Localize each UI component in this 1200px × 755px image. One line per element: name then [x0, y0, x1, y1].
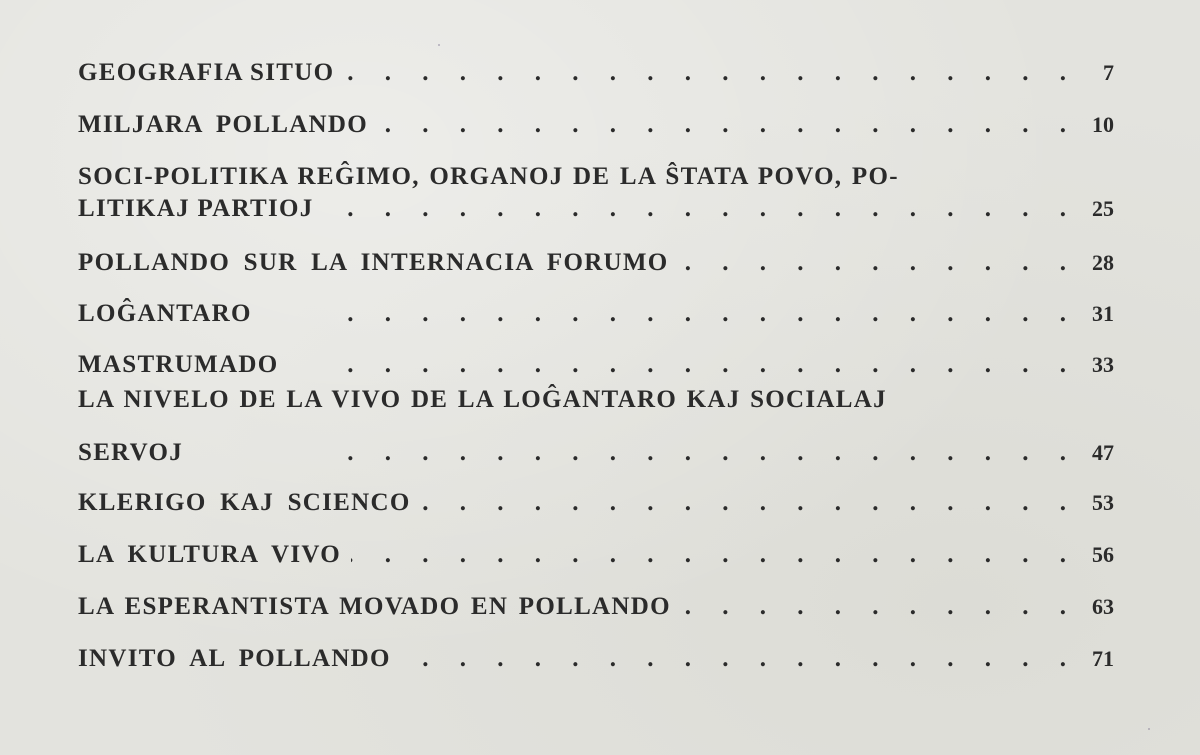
- toc-entry-invito-al-pollando[interactable]: [78, 644, 1114, 674]
- toc-entry-page: 71: [1092, 646, 1114, 671]
- dot-leader: [401, 644, 1066, 674]
- toc-entry-title: LA ESPERANTISTA MOVADO EN POLLANDO: [78, 593, 671, 620]
- toc-entry-page: 47: [1092, 440, 1114, 465]
- dot-leader: [193, 438, 1066, 468]
- toc-entry-page: 33: [1092, 352, 1114, 377]
- toc-entry-title: KLERIGO KAJ SCIENCO: [78, 489, 411, 516]
- dot-leader: [289, 350, 1067, 380]
- toc-entry-geografia-situo[interactable]: [78, 58, 1114, 88]
- toc-entry-title: LA NIVELO DE LA VIVO DE LA LOĜANTARO KAJ SOCIALAJ: [78, 386, 887, 413]
- toc-entry-pollando-internacia[interactable]: [78, 248, 1114, 278]
- toc-entry-title: POLLANDO SUR LA INTERNACIA FORUMO: [78, 249, 669, 276]
- toc-entry-title: MASTRUMADO: [78, 351, 279, 378]
- toc-entry-title: LOĜANTARO: [78, 300, 252, 327]
- dot-leader: [378, 110, 1066, 140]
- toc-entry-page: 56: [1092, 542, 1114, 567]
- toc-entry-title: GEOGRAFIA SITUO: [78, 59, 335, 86]
- toc-entry-page: 28: [1092, 250, 1114, 275]
- toc-entry-title-continued: LITIKAJ PARTIOJ: [78, 195, 314, 222]
- toc-entry-title: MILJARA POLLANDO: [78, 111, 369, 138]
- toc-entry-page: 10: [1092, 112, 1114, 137]
- toc-entry-title-continued: SERVOJ: [78, 439, 184, 466]
- toc-entry-page: 25: [1092, 196, 1114, 221]
- dot-leader: [324, 194, 1066, 224]
- dot-leader: [681, 592, 1066, 622]
- toc-entry-page: 31: [1092, 301, 1114, 326]
- dot-leader: [344, 58, 1066, 88]
- toc-entry-title: LA KULTURA VIVO: [78, 541, 342, 568]
- toc-entry-soci-politika[interactable]: [78, 162, 1114, 224]
- toc-entry-title: INVITO AL POLLANDO: [78, 645, 391, 672]
- dot-leader: [351, 540, 1066, 570]
- toc-entry-nivelo-de-la-vivo[interactable]: [78, 385, 1114, 468]
- toc-entry-page: 53: [1092, 490, 1114, 515]
- dot-leader: [262, 299, 1066, 329]
- toc-entry-logantaro[interactable]: [78, 299, 1114, 329]
- toc-entry-page: 63: [1092, 594, 1114, 619]
- toc-entry-title: SOCI-POLITIKA REĜIMO, ORGANOJ DE LA ŜTATA POVO, PO-: [78, 163, 899, 190]
- toc-entry-miljara-pollando[interactable]: [78, 110, 1114, 140]
- dot-leader: [421, 488, 1066, 518]
- toc-entry-klerigo-kaj-scienco[interactable]: [78, 488, 1114, 518]
- toc-entry-la-kultura-vivo[interactable]: [78, 540, 1114, 570]
- dot-leader: [679, 248, 1066, 278]
- toc-entry-esperantista-movado[interactable]: [78, 592, 1114, 622]
- toc-entry-page: 7: [1103, 60, 1114, 85]
- toc-entry-mastrumado[interactable]: [78, 350, 1114, 380]
